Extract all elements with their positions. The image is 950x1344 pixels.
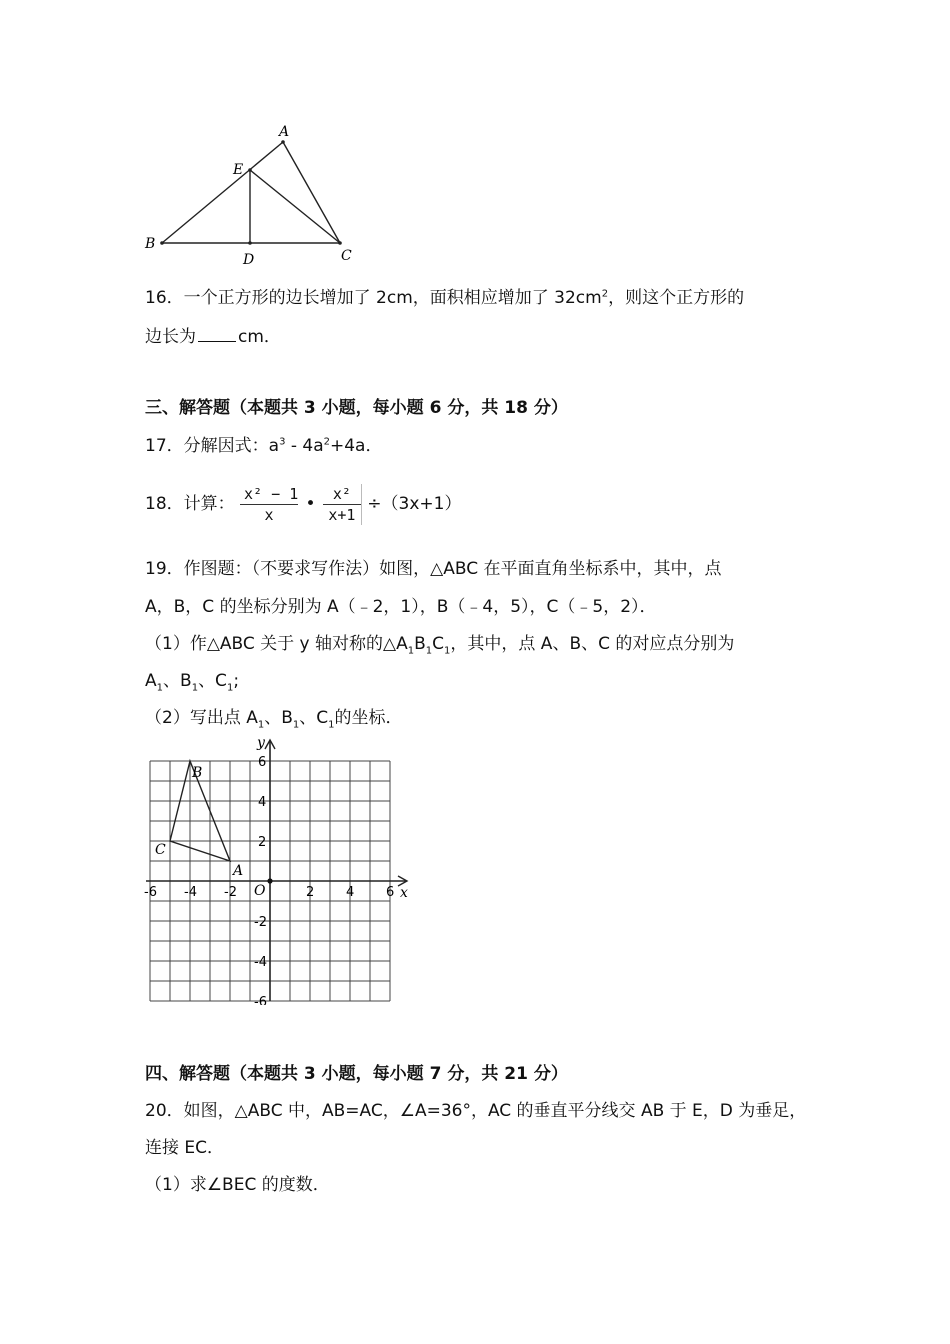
label-a: A [279,124,290,140]
question-19-line5: （2）写出点 $A_1$、$B_1$、$C_1$的坐标． [145,708,403,731]
x-tick-label: -2 [224,885,237,900]
question-19-line3: （1）作△ABC 关于 y 轴对称的$\triangle A_1B_1C_1$，其中，点 A、B、C 的对应点分别为 [145,634,735,657]
label-d: D [243,252,255,268]
answer-blank[interactable] [198,325,236,342]
origin-dot [267,878,272,883]
label-c: C [341,248,352,264]
y-tick-label: -4 [254,955,267,970]
fraction-2: $\frac{\text{x²}}{x+1}$ [323,484,362,525]
segment-ba [162,142,283,243]
label-b: B [145,236,156,252]
y-axis-label: y [257,735,265,751]
question-20-line2: 连接 EC． [145,1138,225,1158]
question-16-line2: 边长为 cm． [145,327,281,347]
y-tick-label: 2 [258,835,267,850]
question-18: 18．计算： $\frac{\text{x² − 1}}{x}$ • $\frac{\text{x²}}{x+1}$ ÷（3x+1） [145,484,462,524]
question-20-line1: 20．如图，△ABC 中，AB=AC，∠A=36°，AC 的垂直平分线交 AB 于 E，D 为垂足， [145,1101,807,1121]
x-tick-label: -4 [184,885,197,900]
x-tick-label: -6 [144,885,157,900]
point-b-label: B [192,765,203,781]
question-20-line3: （1）求∠BEC 的度数． [145,1175,330,1195]
y-tick-label: -6 [254,995,267,1005]
triangle-figure [140,118,360,268]
question-16-line1: 16．一个正方形的边长增加了 2cm，面积相应增加了 $32cm^2$，则这个正方形的 [145,288,745,308]
point-a-label: A [233,863,244,879]
question-19-line4: $A_1$、$B_1$、$C_1$; [145,671,240,694]
y-tick-label: -2 [254,915,267,930]
question-17: 17．分解因式：$a^3 - 4a^2+4a$． [145,436,383,456]
point-c-label: C [155,842,166,858]
section-4-heading: 四、解答题（本题共 3 小题，每小题 7 分，共 21 分） [145,1064,568,1084]
y-tick-label: 6 [258,755,267,770]
x-tick-label: 6 [386,885,395,900]
segment-ec [250,170,340,243]
x-tick-label: 2 [306,885,315,900]
x-axis-label: x [400,885,408,901]
section-3-heading: 三、解答题（本题共 3 小题，每小题 6 分，共 18 分） [145,398,568,418]
x-tick-label: 4 [346,885,355,900]
question-19-line2: A，B，C 的坐标分别为 A（﹣2，1），B（﹣4，5），C（﹣5，2）． [145,597,657,617]
origin-label: O [254,883,266,899]
segment-ac [283,142,340,243]
label-e: E [233,162,244,178]
fraction-1: $\frac{\text{x² − 1}}{x}$ [240,484,298,525]
y-tick-label: 4 [258,795,267,810]
question-19-line1: 19．作图题：（不要求写作法）如图，△ABC 在平面直角坐标系中，其中，点 [145,559,722,579]
coordinate-grid [140,735,420,1005]
